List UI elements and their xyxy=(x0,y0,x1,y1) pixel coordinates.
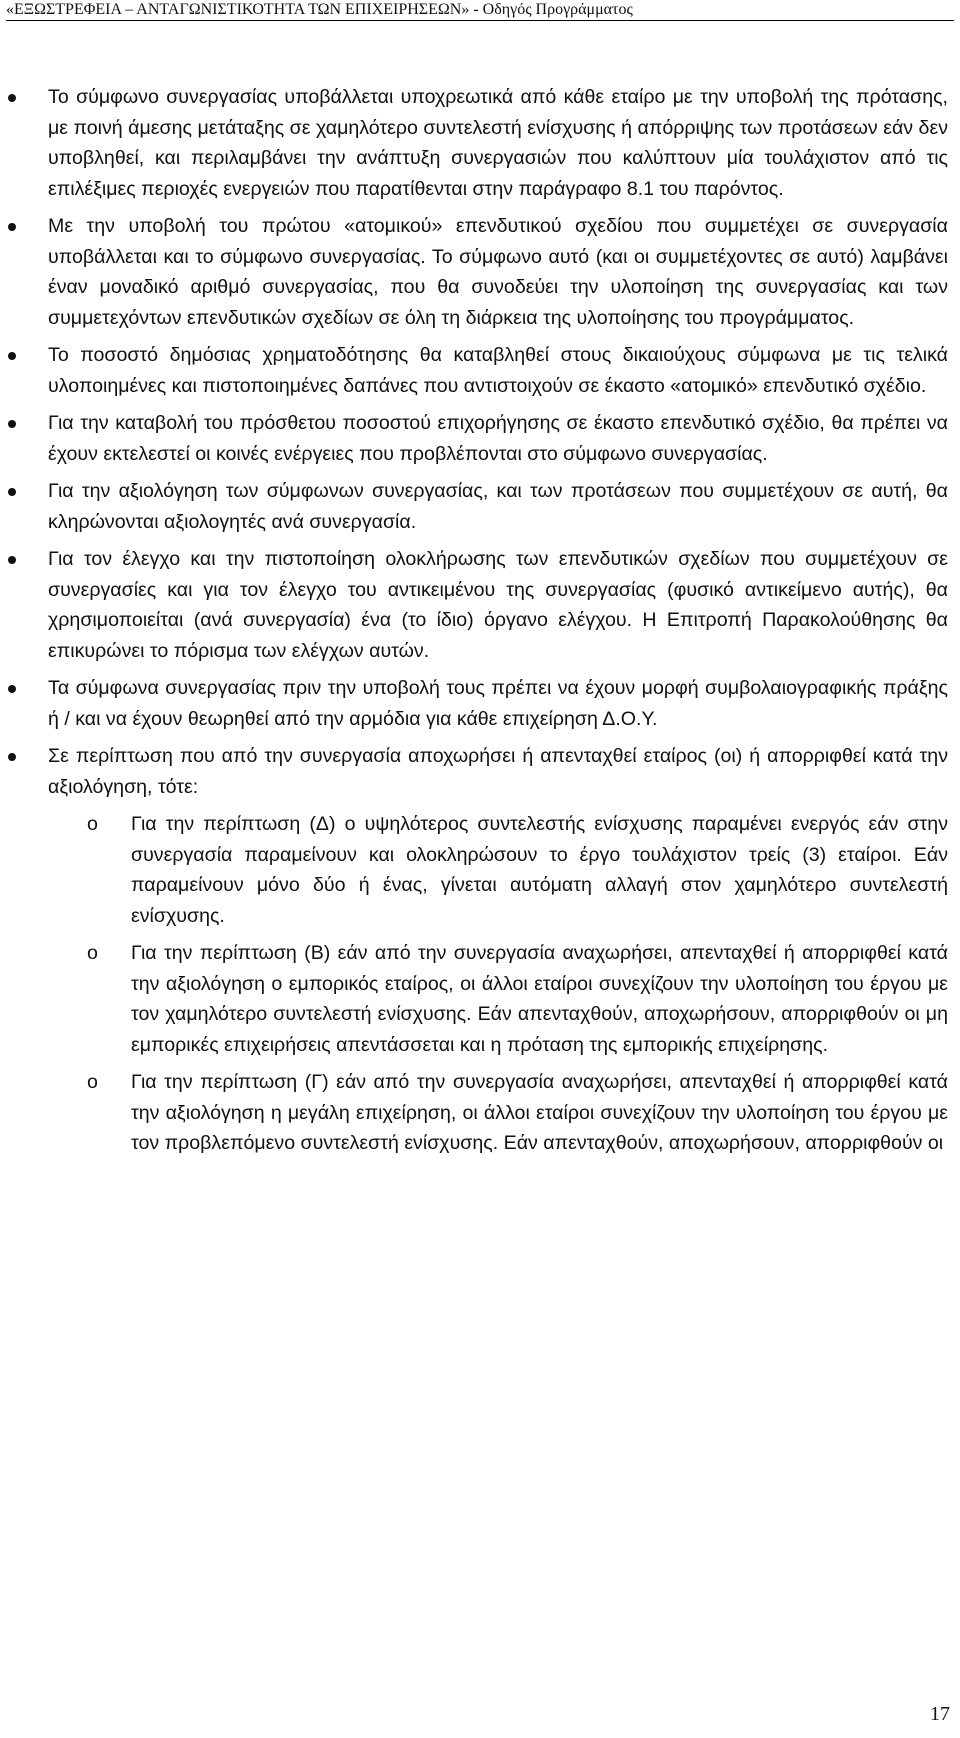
bullet-item xyxy=(48,476,948,537)
circle-bullet-icon: o xyxy=(87,813,98,835)
bullet-item xyxy=(48,82,948,204)
bullet-icon xyxy=(8,94,16,102)
bullet-text: Με την υποβολή του πρώτου «ατομικού» επενδυτικού σχεδίου που συμμετέχει σε συνεργασία υποβάλλεται και το σύμφωνο συνεργασίας. Το σύμφωνο αυτό (και οι συμμετέχοντες σε αυτό) λαμβάνει έναν μοναδικό αριθμό συνεργασίας, που θα συνοδεύει την υλοποίηση της συνεργασίας και των συμμετεχόντων επενδυτικών σχεδίων σε όλη τη διάρκεια της υλοποίησης του προγράμματος. xyxy=(48,215,948,329)
bullet-icon xyxy=(8,223,16,231)
bullet-text: Τα σύμφωνα συνεργασίας πριν την υποβολή τους πρέπει να έχουν μορφή συμβολαιογραφικής πράξης ή / και να έχουν θεωρηθεί από την αρμόδια για κάθε επιχείρηση Δ.Ο.Υ. xyxy=(48,677,948,730)
document-body xyxy=(0,82,960,1166)
bullet-text: Το ποσοστό δημόσιας χρηματοδότησης θα καταβληθεί στους δικαιούχους σύμφωνα με τις τελικά υλοποιημένες και πιστοποιημένες δαπάνες που αντιστοιχούν σε έκαστο «ατομικό» επενδυτικό σχέδιο. xyxy=(48,344,948,397)
bullet-icon xyxy=(8,685,16,693)
circle-bullet-icon: o xyxy=(87,1071,98,1093)
sub-item-text: Για την περίπτωση (Β) εάν από την συνεργασία αναχωρήσει, απενταχθεί ή απορριφθεί κατά την αξιολόγηση ο εμπορικός εταίρος, οι άλλοι εταίροι συνεχίζουν την υλοποίηση του έργου με τον χαμηλότερο συντελεστή ενίσχυσης. Εάν απενταχθούν, αποχωρήσουν, απορριφθούν οι μη εμπορικές επιχειρήσεις απεντάσσεται και η πρόταση της εμπορικής επιχείρησης. xyxy=(131,942,948,1056)
running-header: «ΕΞΩΣΤΡΕΦΕΙΑ – ΑΝΤΑΓΩΝΙΣΤΙΚΟΤΗΤΑ ΤΩΝ ΕΠΙΧΕΙΡΗΣΕΩΝ» - Οδηγός Προγράμματος xyxy=(6,1,633,18)
sub-item-text: Για την περίπτωση (Γ) εάν από την συνεργασία αναχωρήσει, απενταχθεί ή απορριφθεί κατά την αξιολόγηση η μεγάλη επιχείρηση, οι άλλοι εταίροι συνεχίζουν την υλοποίηση του έργου με τον προβλεπόμενο συντελεστή ενίσχυσης. Εάν απενταχθούν, αποχωρήσουν, απορριφθούν οι xyxy=(131,1071,948,1154)
sub-list-item xyxy=(87,938,948,1060)
bullet-icon xyxy=(8,556,16,564)
bullet-text: Το σύμφωνο συνεργασίας υποβάλλεται υποχρεωτικά από κάθε εταίρο με την υποβολή της πρότασης, με ποινή άμεσης μετάταξης σε χαμηλότερο συντελεστή ενίσχυσης ή απόρριψης των προτάσεων εάν δεν υποβληθεί, και περιλαμβάνει την ανάπτυξη συνεργασιών που καλύπτουν μία τουλάχιστον από τις επιλέξιμες περιοχές ενεργειών που παρατίθενται στην παράγραφο 8.1 του παρόντος. xyxy=(48,86,948,200)
bullet-text: Για την αξιολόγηση των σύμφωνων συνεργασίας, και των προτάσεων που συμμετέχουν σε αυτή, θα κληρώνονται αξιολογητές ανά συνεργασία. xyxy=(48,480,948,533)
sub-list-item xyxy=(87,809,948,931)
bullet-text: Για τον έλεγχο και την πιστοποίηση ολοκλήρωσης των επενδυτικών σχεδίων που συμμετέχουν σε συνεργασίες και για τον έλεγχο του αντικειμένου της συνεργασίας (φυσικό αντικείμενο αυτής), θα χρησιμοποιείται (ανά συνεργασία) ένα (το ίδιο) όργανο ελέγχου. Η Επιτροπή Παρακολούθησης θα επικυρώνει το πόρισμα των ελέγχων αυτών. xyxy=(48,548,948,662)
bullet-icon xyxy=(8,488,16,496)
sub-list-item xyxy=(87,1067,948,1159)
bullet-icon xyxy=(8,352,16,360)
bullet-text: Σε περίπτωση που από την συνεργασία αποχωρήσει ή απενταχθεί εταίρος (οι) ή απορριφθεί κατά την αξιολόγηση, τότε: xyxy=(48,745,948,798)
header-divider xyxy=(6,20,954,21)
bullet-text: Για την καταβολή του πρόσθετου ποσοστού επιχορήγησης σε έκαστο επενδυτικό σχέδιο, θα πρέπει να έχουν εκτελεστεί οι κοινές ενέργειες που προβλέπονται στο σύμφωνο συνεργασίας. xyxy=(48,412,948,465)
page-number: 17 xyxy=(930,1703,950,1725)
sub-item-text: Για την περίπτωση (Δ) ο υψηλότερος συντελεστής ενίσχυσης παραμένει ενεργός εάν στην συνεργασία παραμείνουν και ολοκληρώσουν το έργο τουλάχιστον τρείς (3) εταίροι. Εάν παραμείνουν μόνο δύο ή ένας, γίνεται αυτόματη αλλαγή στον χαμηλότερο συντελεστή ενίσχυσης. xyxy=(131,813,948,927)
bullet-item xyxy=(48,741,948,802)
bullet-item xyxy=(48,544,948,666)
bullet-icon xyxy=(8,420,16,428)
bullet-item xyxy=(48,408,948,469)
bullet-item xyxy=(48,211,948,333)
circle-bullet-icon: o xyxy=(87,942,98,964)
bullet-icon xyxy=(8,753,16,761)
bullet-item xyxy=(48,673,948,734)
bullet-item xyxy=(48,340,948,401)
